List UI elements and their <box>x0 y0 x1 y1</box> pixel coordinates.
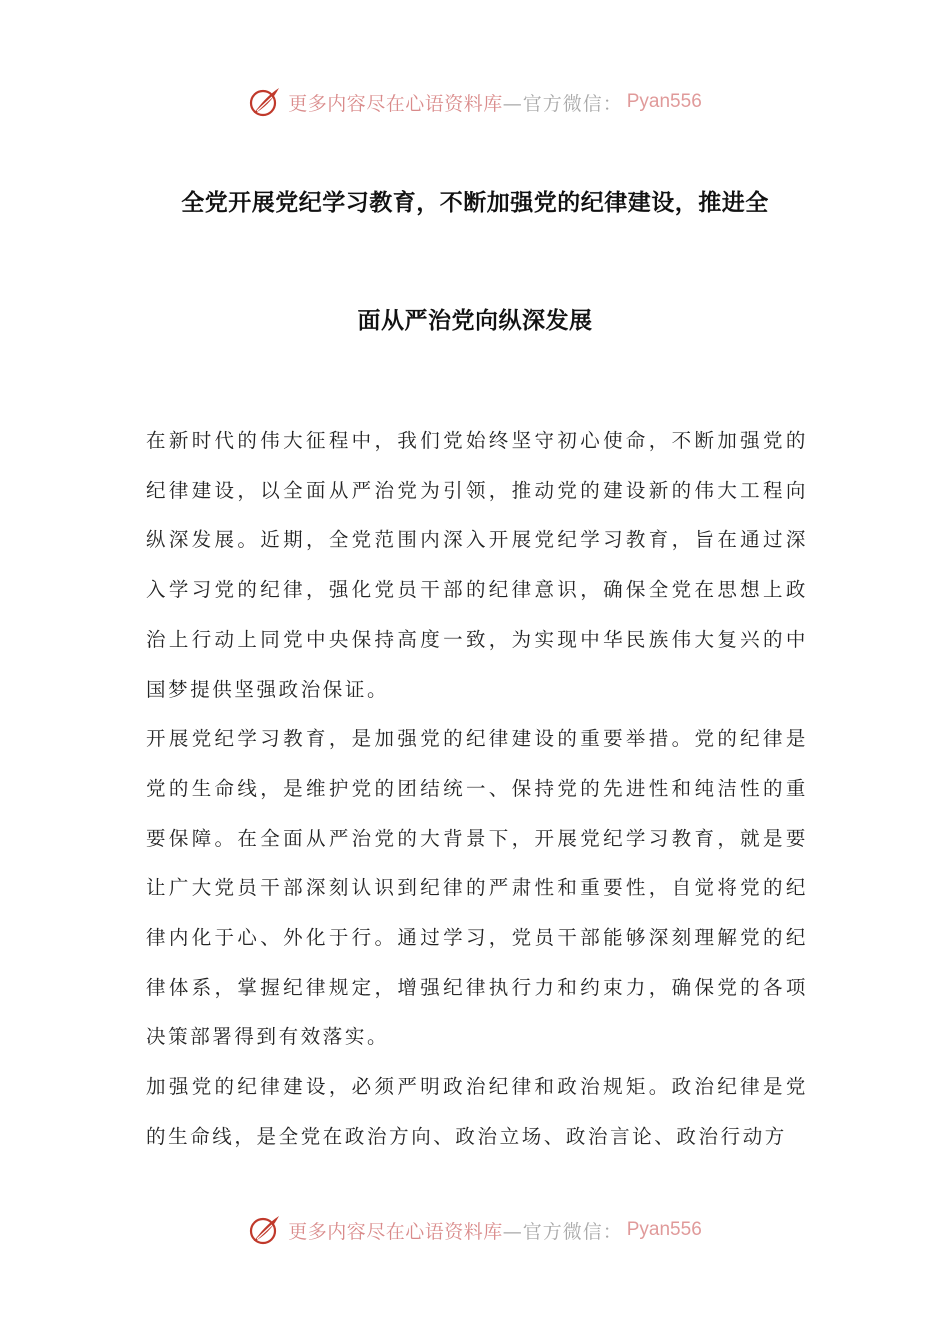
body-paragraph-1: 在新时代的伟大征程中，我们党始终坚守初心使命，不断加强党的纪律建设，以全面从严治党为引领，推动党的建设新的伟大工程向纵深发展。近期，全党范围内深入开展党纪学习教育，旨在通过深入学习党的纪律，强化党员干部的纪律意识，确保全党在思想上政治上行动上同党中央保持高度一致，为实现中华民族伟大复兴的中国梦提供坚强政治保证。 <box>146 429 808 701</box>
banner-wechat-id: Pyan556 <box>626 91 702 112</box>
document-title-line-1: 全党开展党纪学习教育，不断加强党的纪律建设，推进全 <box>181 190 769 216</box>
body-paragraph-2: 开展党纪学习教育，是加强党的纪律建设的重要举措。党的纪律是党的生命线，是维护党的团结统一、保持党的先进性和纯洁性的重要保障。在全面从严治党的大背景下，开展党纪学习教育，就是要让广大党员干部深刻认识到纪律的严肃性和重要性，自觉将党的纪律内化于心、外化于行。通过学习，党员干部能够深刻理解党的纪律体系，掌握纪律规定，增强纪律执行力和约束力，确保党的各项决策部署得到有效落实。 <box>146 727 808 1049</box>
footer-site-name: 更多内容尽在心语资料库 <box>288 1220 503 1243</box>
quill-logo-icon <box>248 85 282 119</box>
banner-site-name: 更多内容尽在心语资料库 <box>288 92 503 115</box>
body-paragraph-3: 加强党的纪律建设，必须严明政治纪律和政治规矩。政治纪律是党的生命线，是全党在政治方向、政治立场、政治言论、政治行动方 <box>146 1075 808 1148</box>
banner-wechat-label: —官方微信： <box>502 92 623 115</box>
footer-wechat-id: Pyan556 <box>626 1219 702 1240</box>
document-title-line-2: 面从严治党向纵深发展 <box>357 308 593 334</box>
header-banner <box>0 82 950 122</box>
document-body <box>146 416 808 1162</box>
footer-banner <box>0 1210 950 1250</box>
footer-wechat-label: —官方微信： <box>502 1220 623 1243</box>
quill-logo-icon <box>248 1213 282 1247</box>
